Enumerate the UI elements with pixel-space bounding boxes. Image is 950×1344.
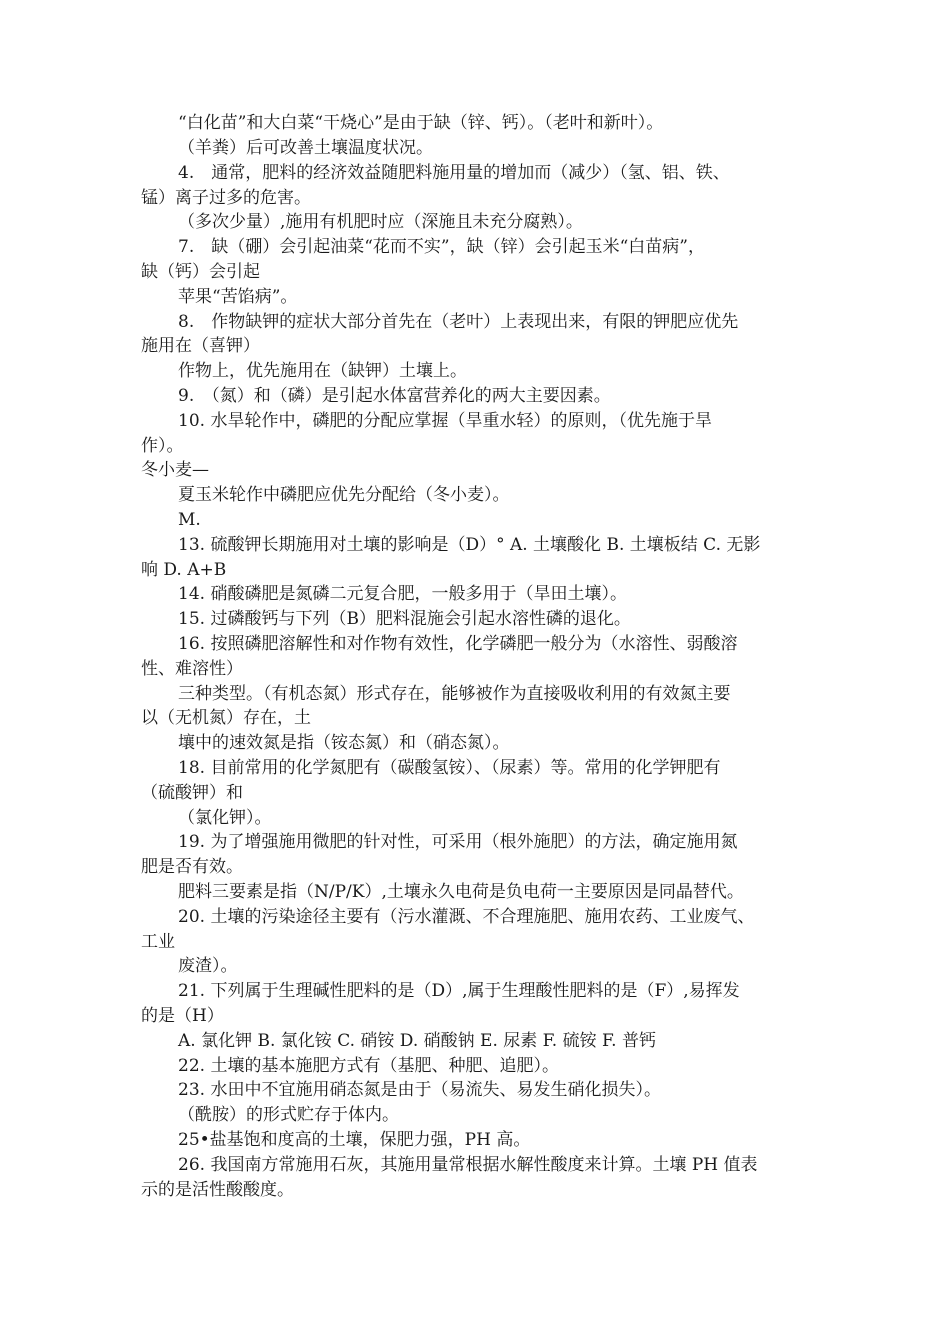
text-line: 22. 土壤的基本施肥方式有（基肥、种肥、追肥）。	[178, 1056, 559, 1076]
text-line: 20. 土壤的污染途径主要有（污水灌溉、不合理施肥、施用农药、工业废气、	[178, 907, 755, 927]
text-line: 18. 目前常用的化学氮肥有（碳酸氢铵）、（尿素）等。常用的化学钾肥有	[178, 758, 721, 778]
text-line: 26. 我国南方常施用石灰，其施用量常根据水解性酸度来计算。土壤 PH 值表	[178, 1155, 758, 1175]
text-line: 的是（H）	[141, 1006, 224, 1026]
text-line: 施用在（喜钾）	[141, 336, 260, 356]
text-line: 25•盐基饱和度高的土壤，保肥力强，PH 高。	[178, 1130, 531, 1150]
text-line: 4. 通常，肥料的经济效益随肥料施用量的增加而（减少）（氢、铝、铁、	[178, 163, 730, 183]
text-line: 工业	[141, 932, 175, 952]
text-line: 23. 水田中不宜施用硝态氮是由于（易流失、易发生硝化损失）。	[178, 1080, 661, 1100]
text-line: 9. （氮）和（磷）是引起水体富营养化的两大主要因素。	[178, 386, 611, 406]
text-line: 以（无机氮）存在，土	[141, 708, 311, 728]
text-line: （氯化钾）。	[178, 808, 272, 828]
text-line: 性、难溶性）	[141, 659, 243, 679]
text-line: （硫酸钾）和	[141, 783, 243, 803]
text-line: 作物上，优先施用在（缺钾）土壤上。	[178, 361, 467, 381]
text-line: 14. 硝酸磷肥是氮磷二元复合肥，一般多用于（旱田土壤）。	[178, 584, 627, 604]
text-line: 三种类型。（有机态氮）形式存在，能够被作为直接吸收利用的有效氮主要	[178, 684, 731, 704]
text-line: “白化苗”和大白菜“干烧心”是由于缺（锌、钙）。（老叶和新叶）。	[178, 113, 664, 133]
text-line: （多次少量）,施用有机肥时应（深施且未充分腐熟）。	[178, 212, 583, 232]
text-line: 7. 缺（硼）会引起油菜“花而不实”，缺（锌）会引起玉米“白苗病”，	[178, 237, 705, 257]
text-line: 肥是否有效。	[141, 857, 243, 877]
text-line: （酰胺）的形式贮存于体内。	[178, 1105, 399, 1125]
text-line: A. 氯化钾 B. 氯化铵 C. 硝铵 D. 硝酸钠 E. 尿素 F. 硫铵 F. 普钙	[178, 1031, 656, 1051]
text-line: 16. 按照磷肥溶解性和对作物有效性，化学磷肥一般分为（水溶性、弱酸溶	[178, 634, 738, 654]
text-line: 缺（钙）会引起	[141, 262, 260, 282]
text-line: 壤中的速效氮是指（铵态氮）和（硝态氮）。	[178, 733, 510, 753]
text-line: 示的是活性酸酸度。	[141, 1180, 294, 1200]
text-line: 夏玉米轮作中磷肥应优先分配给（冬小麦）。	[178, 485, 510, 505]
text-line: 15. 过磷酸钙与下列（B）肥料混施会引起水溶性磷的退化。	[178, 609, 631, 629]
text-line: 21. 下列属于生理碱性肥料的是（D）,属于生理酸性肥料的是（F）,易挥发	[178, 981, 740, 1001]
text-line: 13. 硫酸钾长期施用对土壤的影响是（D）° A. 土壤酸化 B. 土壤板结 C. 无影	[178, 535, 761, 555]
text-line: 废渣）。	[178, 956, 238, 976]
text-line: M.	[178, 510, 201, 530]
text-line: 锰）离子过多的危害。	[141, 188, 311, 208]
text-line: 19. 为了增强施用微肥的针对性，可采用（根外施肥）的方法，确定施用氮	[178, 832, 738, 852]
text-line: 10. 水旱轮作中，磷肥的分配应掌握（旱重水轻）的原则，（优先施于旱	[178, 411, 712, 431]
text-line: 作）。	[141, 436, 184, 456]
text-line: 苹果“苦馅病”。	[178, 287, 298, 307]
text-line: （羊粪）后可改善土壤温度状况。	[178, 138, 433, 158]
text-line: 8. 作物缺钾的症状大部分首先在（老叶）上表现出来，有限的钾肥应优先	[178, 312, 739, 332]
text-line: 肥料三要素是指（N/P/K）,土壤永久电荷是负电荷一主要原因是同晶替代。	[178, 882, 744, 902]
text-line: 冬小麦—	[141, 460, 209, 480]
text-line: 响 D. A+B	[141, 560, 227, 580]
